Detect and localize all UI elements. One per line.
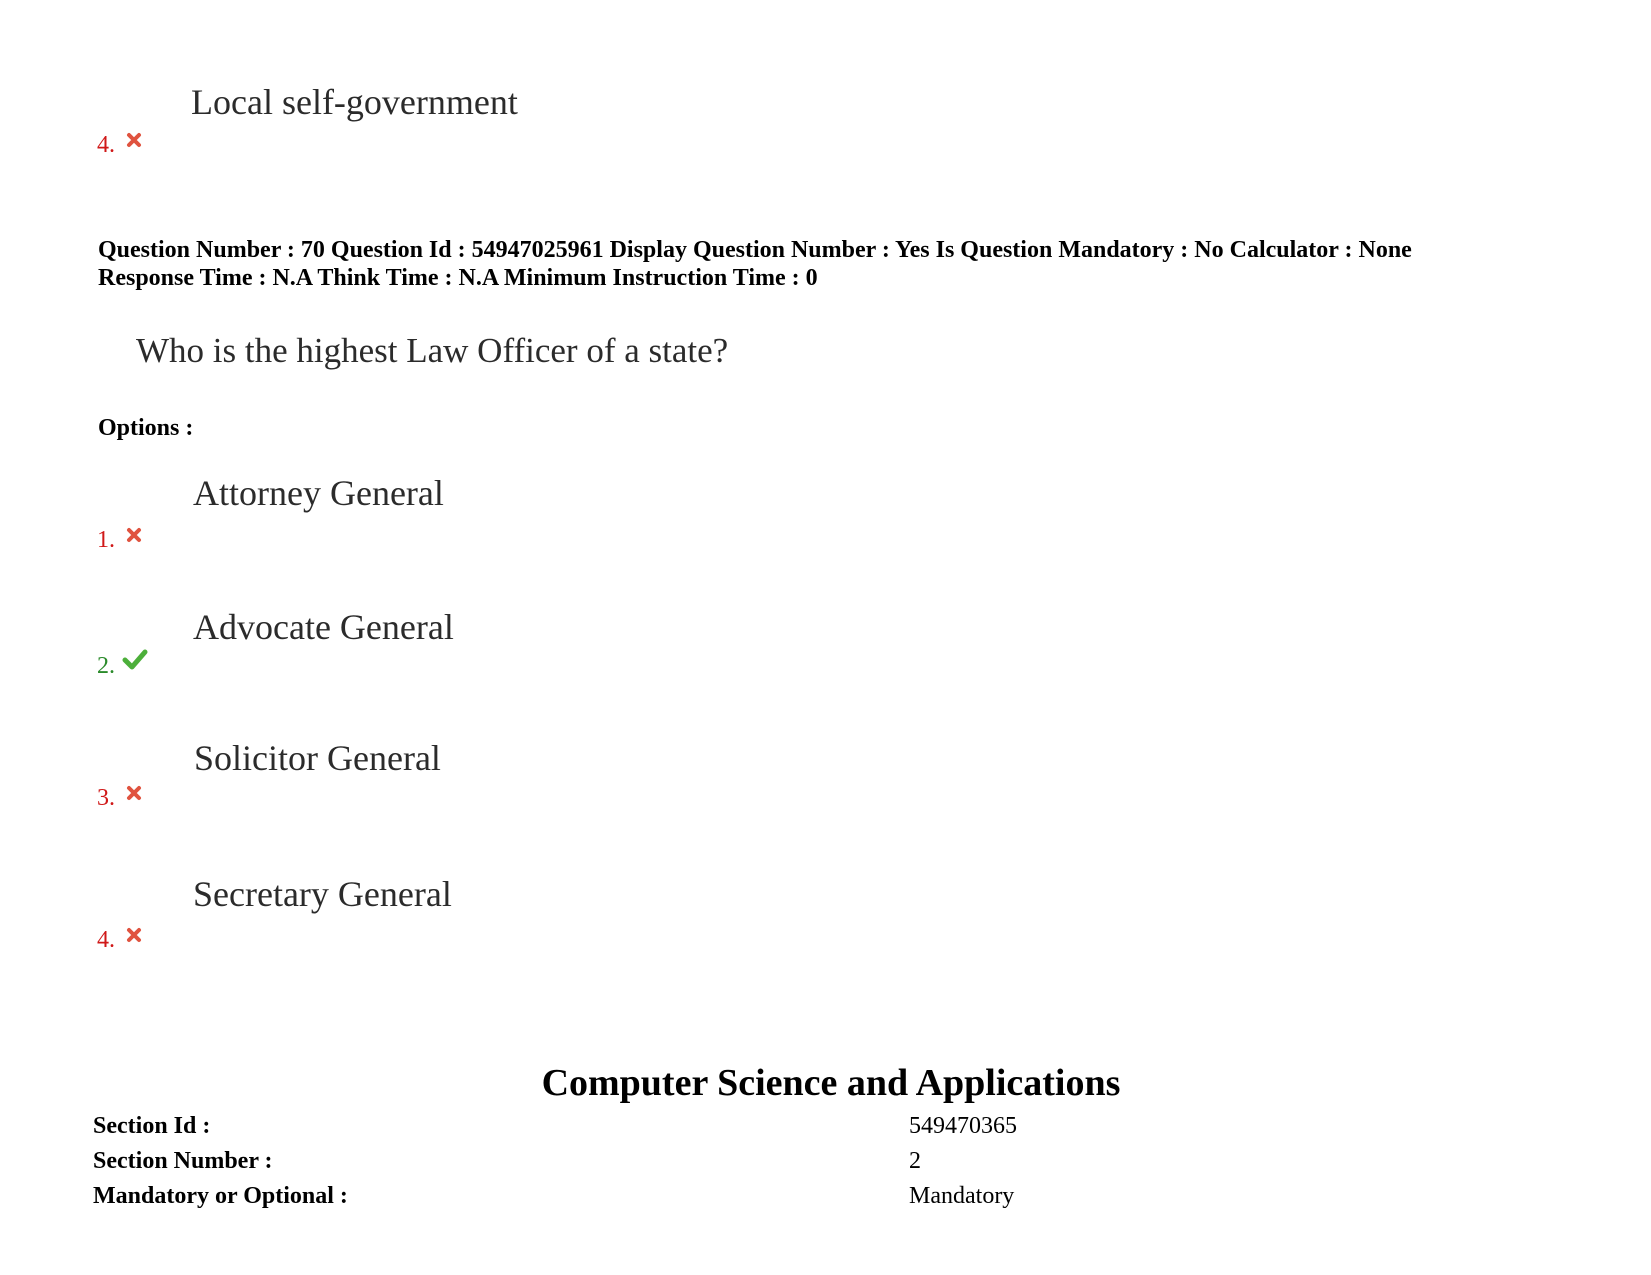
cross-icon (126, 927, 142, 943)
option-3-text: Solicitor General (194, 738, 441, 778)
prev-option-number: 4. (97, 132, 115, 158)
section-id-value: 549470365 (909, 1113, 1017, 1139)
cross-icon (126, 785, 142, 801)
section-number-label: Section Number : (93, 1148, 273, 1174)
option-1-number: 1. (97, 527, 115, 553)
mandatory-optional-label: Mandatory or Optional : (93, 1183, 348, 1209)
option-4-number: 4. (97, 927, 115, 953)
option-1-text: Attorney General (193, 473, 444, 513)
cross-icon (126, 527, 142, 543)
option-3-number: 3. (97, 785, 115, 811)
cross-icon (126, 132, 142, 148)
question-meta-line2: Response Time : N.A Think Time : N.A Minimum Instruction Time : 0 (98, 265, 818, 291)
option-2-text: Advocate General (193, 607, 454, 647)
check-icon (122, 648, 148, 670)
option-2-number: 2. (97, 653, 115, 679)
options-label: Options : (98, 415, 194, 441)
mandatory-optional-value: Mandatory (909, 1183, 1015, 1209)
question-text: Who is the highest Law Officer of a state? (136, 331, 729, 370)
section-title: Computer Science and Applications (541, 1062, 1121, 1104)
question-meta-line1: Question Number : 70 Question Id : 54947025961 Display Question Number : Yes Is Question Mandatory : No Calculator : None (98, 237, 1412, 263)
section-number-value: 2 (909, 1148, 921, 1174)
section-id-label: Section Id : (93, 1113, 211, 1139)
prev-option-text: Local self-government (191, 82, 518, 122)
option-4-text: Secretary General (193, 874, 452, 914)
